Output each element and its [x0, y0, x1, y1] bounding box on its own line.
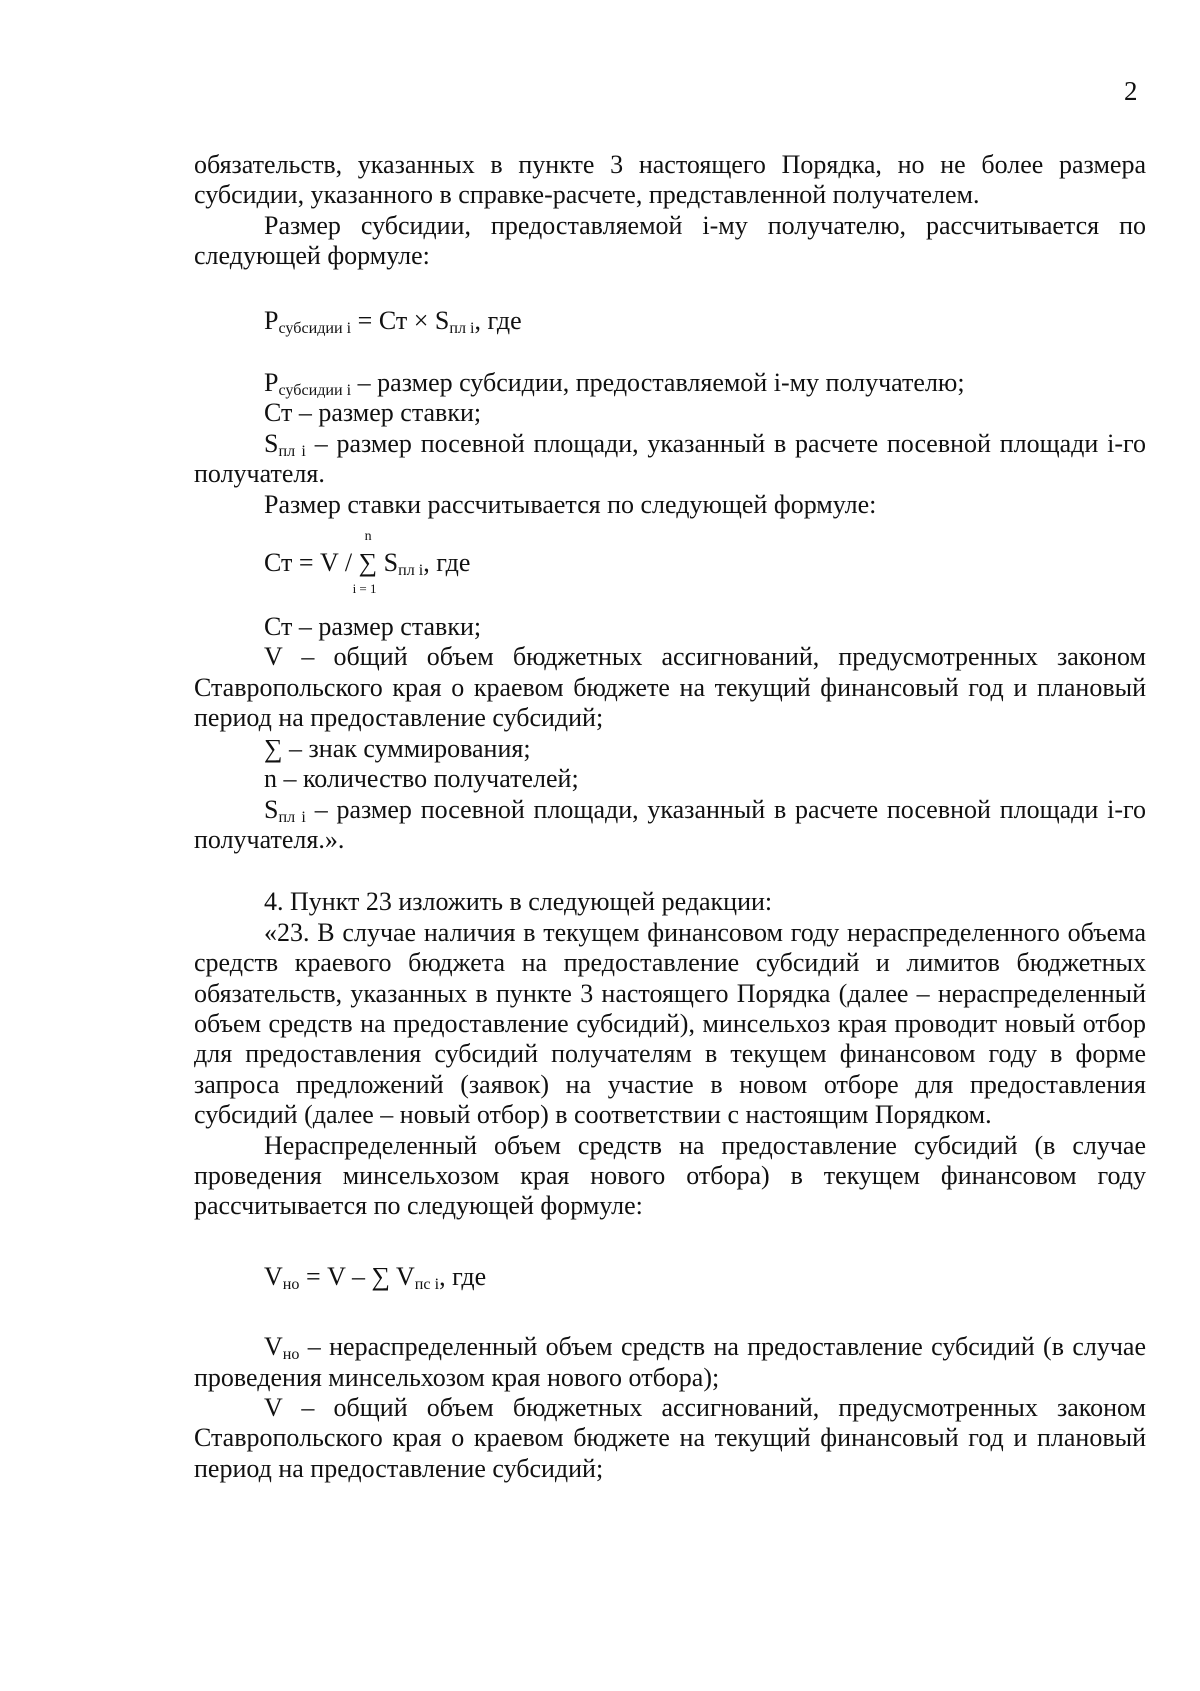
sum-lower-limit: i = 1: [352, 581, 377, 597]
definition: ∑ – знак суммирования;: [264, 733, 531, 763]
formula-subsidy: $P_{субсидии i}$ = Ст × $S_{пл i}$, где: [264, 305, 522, 337]
definition: $S_{пл i}$ – размер посевной площади, указанный в расчете посевной площади i-го получателя.: [194, 428, 1146, 489]
definition: Ст – размер ставки;: [264, 612, 482, 642]
definition: V – общий объем бюджетных ассигнований, предусмотренных законом Ставропольского края о краевом бюджете на текущий финансовый год и плановый период на предоставление субсидий;: [194, 642, 1146, 733]
document-body: [194, 150, 1146, 1484]
paragraph: обязательств, указанных в пункте 3 настоящего Порядка, но не более размера субсидии, указанного в справке-расчете, представленной получателем.: [194, 150, 1146, 210]
sigma-symbol: ∑: [358, 548, 378, 578]
paragraph: 4. Пункт 23 изложить в следующей редакции:: [264, 887, 773, 917]
paragraph: Размер субсидии, предоставляемой i-му получателю, рассчитывается по следующей формуле:: [194, 210, 1146, 271]
paragraph: «23. В случае наличия в текущем финансовом году нераспределенного объема средств краевого бюджета на предоставление субсидий и лимитов бюджетных обязательств, указанных в пункте 3 настоящего Порядка (далее – нераспределенный объем средств на предоставление субсидий), минсельхоз края проводит новый отбор для предоставления субсидий получателям в текущем финансовом году в форме запроса предложений (заявок) на участие в новом отборе для предоставления субсидий (далее – новый отбор) в соответствии с настоящим Порядком.: [194, 917, 1146, 1130]
definition: $P_{субсидии i}$ – размер субсидии, предоставляемой i-му получателю;: [264, 368, 965, 400]
paragraph: Размер ставки рассчитывается по следующей формуле:: [264, 489, 877, 519]
page-number: 2: [1124, 76, 1138, 106]
sum-upper-limit: n: [364, 529, 372, 545]
definition: n – количество получателей;: [264, 764, 579, 794]
paragraph: Нераспределенный объем средств на предоставление субсидий (в случае проведения минсельхозом края нового отбора) в текущем финансовом году рассчитывается по следующей формуле:: [194, 1130, 1146, 1221]
definition: V – общий объем бюджетных ассигнований, предусмотренных законом Ставропольского края о краевом бюджете на текущий финансовый год и плановый период на предоставление субсидий;: [194, 1393, 1146, 1483]
formula-rate: Ст = V / n ∑ i = 1 $S_{пл i}$, где: [194, 520, 1146, 612]
definition: Ст – размер ставки;: [264, 398, 482, 428]
formula-unallocated: $V_{но} = V$ – ∑ $V_{пс i}$, где: [264, 1261, 487, 1293]
definition: $V_{но}$ – нераспределенный объем средств на предоставление субсидий (в случае проведения минсельхозом края нового отбора);: [194, 1332, 1146, 1392]
definition: $S_{пл i}$ – размер посевной площади, указанный в расчете посевной площади i-го получателя.».: [194, 794, 1146, 854]
